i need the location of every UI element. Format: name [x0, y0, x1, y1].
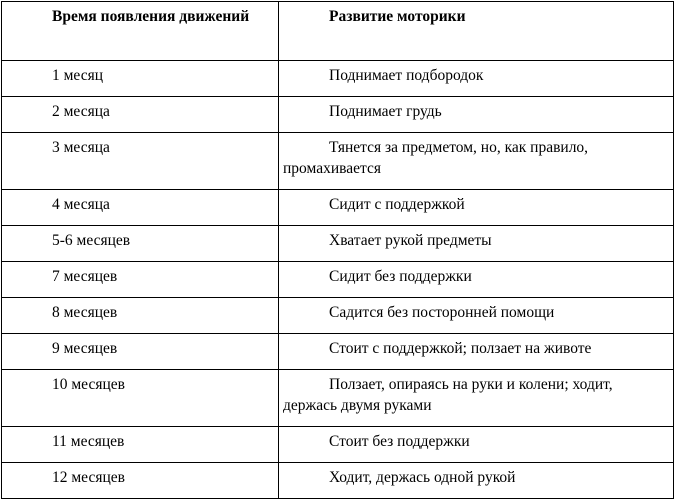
- skill-cell: Ползает, опираясь на руки и колени; ходит, держась двумя руками: [279, 370, 674, 427]
- table-row: [2, 262, 674, 298]
- age-cell: 7 месяцев: [2, 262, 279, 298]
- skill-cell: Стоит без поддержки: [279, 427, 674, 463]
- table-row: [2, 463, 674, 499]
- skill-cell: Сидит с поддержкой: [279, 190, 674, 226]
- age-cell: 5-6 месяцев: [2, 226, 279, 262]
- age-cell: 9 месяцев: [2, 334, 279, 370]
- table-body: [2, 61, 674, 499]
- age-cell: 4 месяца: [2, 190, 279, 226]
- table-row: [2, 133, 674, 190]
- table-row: [2, 370, 674, 427]
- table-row: [2, 97, 674, 133]
- skill-cell: Тянется за предметом, но, как правило, промахивается: [279, 133, 674, 190]
- age-cell: 2 месяца: [2, 97, 279, 133]
- skill-cell: Хватает рукой предметы: [279, 226, 674, 262]
- age-cell: 10 месяцев: [2, 370, 279, 427]
- age-cell: 12 месяцев: [2, 463, 279, 499]
- table-row: [2, 61, 674, 97]
- skill-cell: Ходит, держась одной рукой: [279, 463, 674, 499]
- table-row: [2, 427, 674, 463]
- age-cell: 1 месяц: [2, 61, 279, 97]
- header-development: [279, 2, 674, 61]
- age-cell: 8 месяцев: [2, 298, 279, 334]
- age-cell: 11 месяцев: [2, 427, 279, 463]
- header-time-label: Время появления движений: [52, 8, 250, 25]
- table-row: [2, 334, 674, 370]
- table-row: [2, 226, 674, 262]
- motor-development-table: [1, 1, 674, 499]
- table-row: [2, 190, 674, 226]
- skill-cell: Стоит с поддержкой; ползает на животе: [279, 334, 674, 370]
- header-development-label: Развитие моторики: [329, 8, 466, 25]
- age-cell: 3 месяца: [2, 133, 279, 190]
- table-row: [2, 298, 674, 334]
- skill-cell: Поднимает подбородок: [279, 61, 674, 97]
- skill-cell: Сидит без поддержки: [279, 262, 674, 298]
- skill-cell: Садится без посторонней помощи: [279, 298, 674, 334]
- table-header-row: [2, 2, 674, 61]
- header-time: [2, 2, 279, 61]
- skill-cell: Поднимает грудь: [279, 97, 674, 133]
